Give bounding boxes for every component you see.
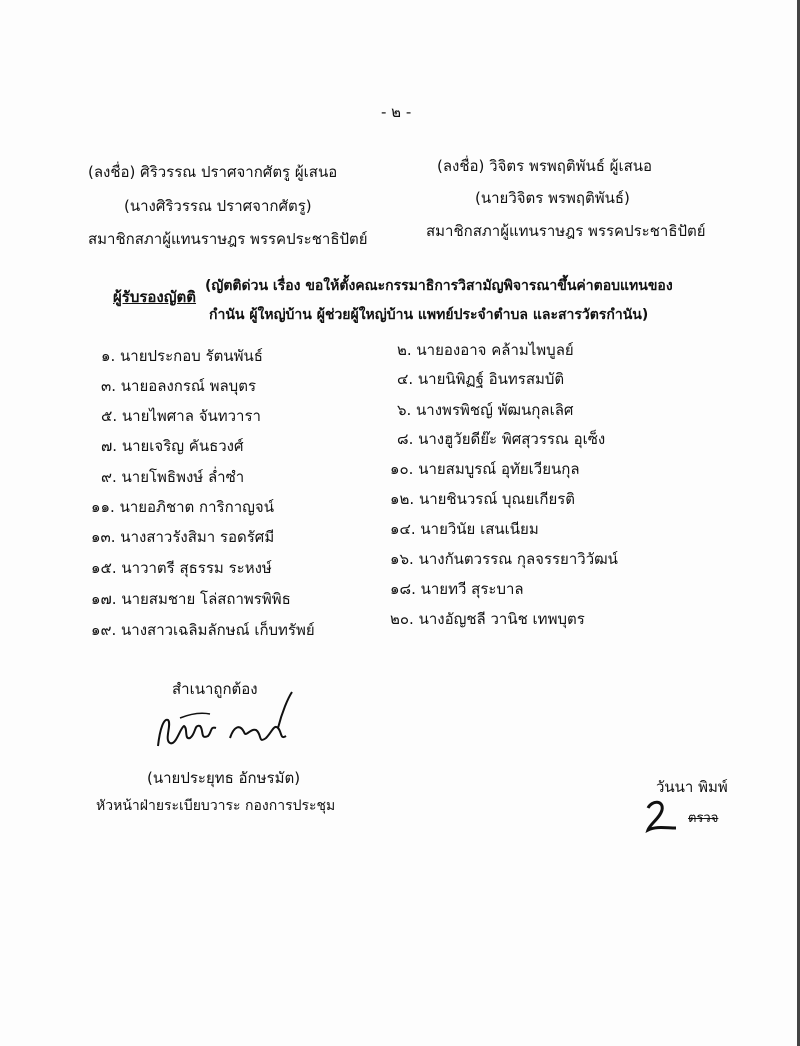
endorser-item: ๒๐. นางอัญชลี วานิช เทพบุตร bbox=[390, 610, 585, 628]
endorser-item: ๑๕. นาวาตรี สุธรรม ระหงษ์ bbox=[91, 559, 272, 577]
signatory-title: หัวหน้าฝ่ายระเบียบวาระ กองการประชุม bbox=[96, 798, 336, 814]
left-proposer-sign-line: (ลงชื่อ) ศิริวรรณ ปราศจากศัตรู ผู้เสนอ bbox=[88, 163, 338, 181]
right-proposer-sign-line: (ลงชื่อ) วิจิตร พรพฤติพันธ์ ผู้เสนอ bbox=[437, 157, 653, 175]
endorser-item: ๗. นายเจริญ คันธวงศ์ bbox=[101, 437, 244, 455]
endorser-item: ๙. นายโพธิพงษ์ ล่ำซำ bbox=[101, 468, 245, 486]
handwritten-signature bbox=[150, 688, 310, 758]
motion-subject-line-1: (ญัตติด่วน เรื่อง ขอให้ตั้งคณะกรรมาธิการวิสามัญพิจารณาขึ้นค่าตอบแทนของ bbox=[205, 278, 673, 294]
endorser-item: ๓. นายอลงกรณ์ พลบุตร bbox=[101, 377, 257, 395]
endorsers-heading: ผู้รับรองญัตติ bbox=[113, 288, 197, 306]
endorser-item: ๑๔. นายวินัย เสนเนียม bbox=[390, 520, 539, 538]
right-proposer-position: สมาชิกสภาผู้แทนราษฎร พรรคประชาธิปัตย์ bbox=[426, 222, 706, 240]
endorser-item: ๘. นางฮูวัยดีย๊ะ พิศสุวรรณ อุเซ็ง bbox=[397, 430, 606, 448]
endorser-item: ๖. นางพรพิชญ์ พัฒนกุลเลิศ bbox=[397, 401, 574, 419]
right-proposer-name: (นายวิจิตร พรพฤติพันธ์) bbox=[475, 189, 630, 207]
page-number: - ๒ - bbox=[381, 103, 412, 121]
left-proposer-position: สมาชิกสภาผู้แทนราษฎร พรรคประชาธิปัตย์ bbox=[88, 230, 368, 248]
endorser-item: ๔. นายนิพิฏฐ์ อินทรสมบัติ bbox=[397, 370, 565, 388]
endorser-item: ๕. นายไพศาล จันทวารา bbox=[101, 407, 261, 425]
motion-subject-line-2: กำนัน ผู้ใหญ่บ้าน ผู้ช่วยผู้ใหญ่บ้าน แพทย์ประจำตำบล และสารวัตรกำนัน) bbox=[209, 307, 649, 323]
endorser-item: ๑๖. นางกันตวรรณ กุลจรรยาวิวัฒน์ bbox=[390, 550, 618, 568]
checked-by: ตรวจ bbox=[688, 811, 719, 826]
endorser-item: ๑๒. นายชินวรณ์ บุณยเกียรติ bbox=[390, 490, 576, 508]
checker-initial-mark bbox=[642, 798, 684, 834]
endorser-item: ๑๐. นายสมบูรณ์ อุทัยเวียนกุล bbox=[390, 460, 580, 478]
typed-by: วันนา พิมพ์ bbox=[656, 778, 728, 796]
endorser-item: ๑๗. นายสมชาย โล่สถาพรพิพิธ bbox=[91, 590, 291, 608]
endorser-item: ๑. นายประกอบ รัตนพันธ์ bbox=[101, 347, 263, 365]
endorser-item: ๑๘. นายทวี สุระบาล bbox=[390, 580, 524, 598]
left-proposer-name: (นางศิริวรรณ ปราศจากศัตรู) bbox=[124, 197, 312, 215]
certified-copy-label: สำเนาถูกต้อง bbox=[172, 680, 258, 698]
signatory-name: (นายประยุทธ อักษรมัต) bbox=[147, 769, 301, 787]
endorser-item: ๑๓. นางสาวรังสิมา รอดรัศมี bbox=[91, 528, 275, 546]
endorser-item: ๑๙. นางสาวเฉลิมลักษณ์ เก็บทรัพย์ bbox=[91, 621, 315, 639]
endorser-item: ๑๑. นายอภิชาต การิกาญจน์ bbox=[91, 498, 274, 516]
endorser-item: ๒. นายองอาจ คล้ามไพบูลย์ bbox=[397, 341, 574, 359]
